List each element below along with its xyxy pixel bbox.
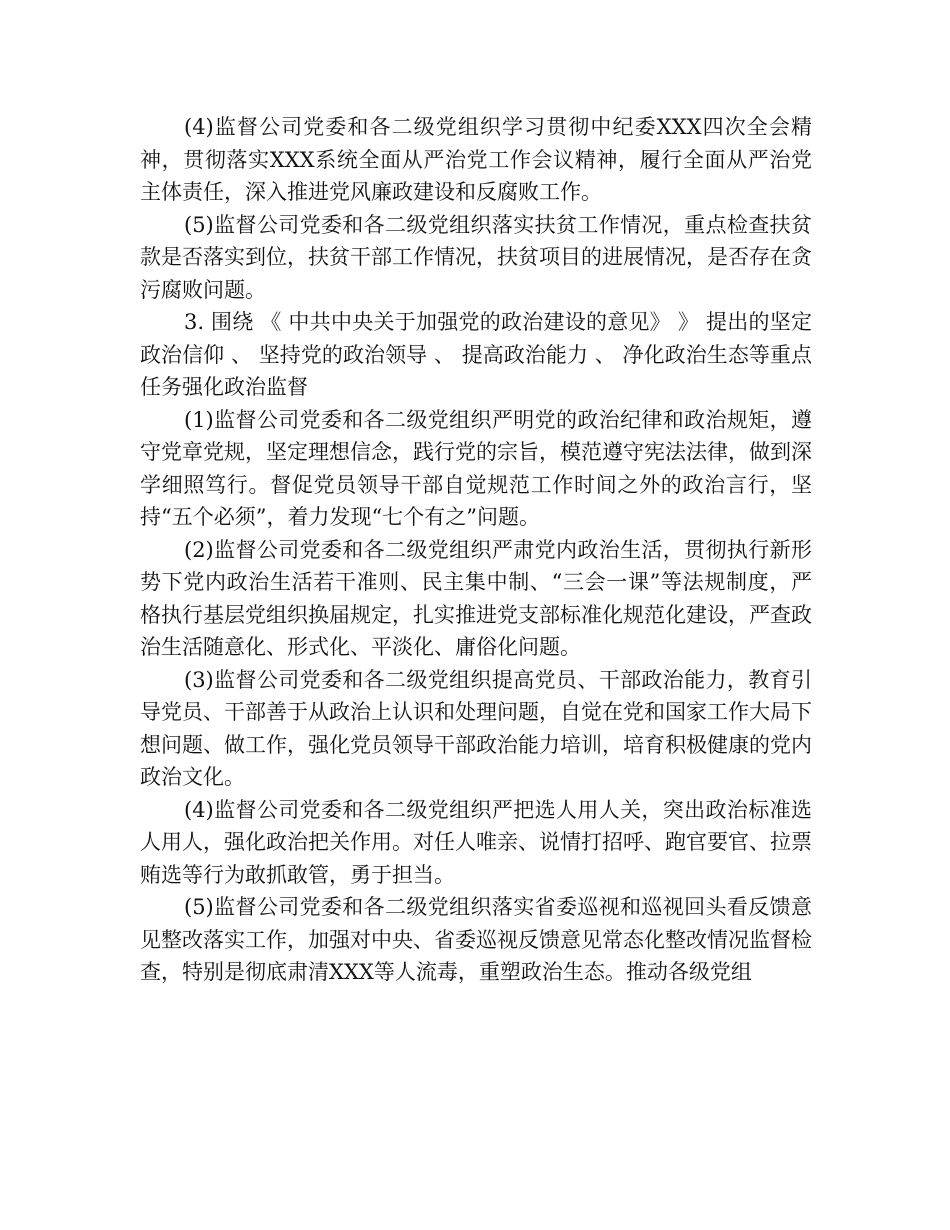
paragraph-item-4-study: (4)监督公司党委和各二级党组织学习贯彻中纪委XXX四次全会精神，贯彻落实XXX系统全面从严治党工作会议精神，履行全面从严治党主体责任，深入推进党风廉政建设和反腐败工作。 [140,115,812,204]
paragraph-item-2-political-life: (2)监督公司党委和各二级党组织严肃党内政治生活，贯彻执行新形势下党内政治生活若干准则、民主集中制、“三会一课”等法规制度，严格执行基层党组织换届规定，扎实推进党支部标准化规范化建设，严查政治生活随意化、形式化、平淡化、庸俗化问题。 [140,537,812,659]
paragraph-item-3-political-ability: (3)监督公司党委和各二级党组织提高党员、干部政治能力，教育引导党员、干部善于从政治上认识和处理问题，自觉在党和国家工作大局下想问题、做工作，强化党员领导干部政治能力培训，培育积极健康的党内政治文化。 [140,667,812,789]
paragraph-item-4-personnel: (4)监督公司党委和各二级党组织严把选人用人关，突出政治标准选人用人，强化政治把关作用。对任人唯亲、说情打招呼、跑官要官、拉票贿选等行为敢抓敢管，勇于担当。 [140,797,812,887]
paragraph-item-5-inspection: (5)监督公司党委和各二级党组织落实省委巡视和巡视回头看反馈意见整改落实工作，加强对中央、省委巡视反馈意见常态化整改情况监督检查，特别是彻底肃清XXX等人流毒，重塑政治生态。推动各级党组 [140,895,812,984]
document-body [140,111,812,989]
paragraph-item-1-discipline: (1)监督公司党委和各二级党组织严明党的政治纪律和政治规矩，遵守党章党规，坚定理想信念，践行党的宗旨，模范遵守宪法法律，做到深学细照笃行。督促党员领导干部自觉规范工作时间之外的政治言行，坚持“五个必须”，着力发现“七个有之”问题。 [140,407,812,529]
section-heading-3: 3. 围绕 《 中共中央关于加强党的政治建设的意见》 》 提出的坚定政治信仰 、 坚持党的政治领导 、 提高政治能力 、 净化政治生态等重点任务强化政治监督 [140,310,812,399]
paragraph-item-5-poverty: (5)监督公司党委和各二级党组织落实扶贫工作情况，重点检查扶贫款是否落实到位，扶贫干部工作情况，扶贫项目的进展情况，是否存在贪污腐败问题。 [140,212,812,302]
